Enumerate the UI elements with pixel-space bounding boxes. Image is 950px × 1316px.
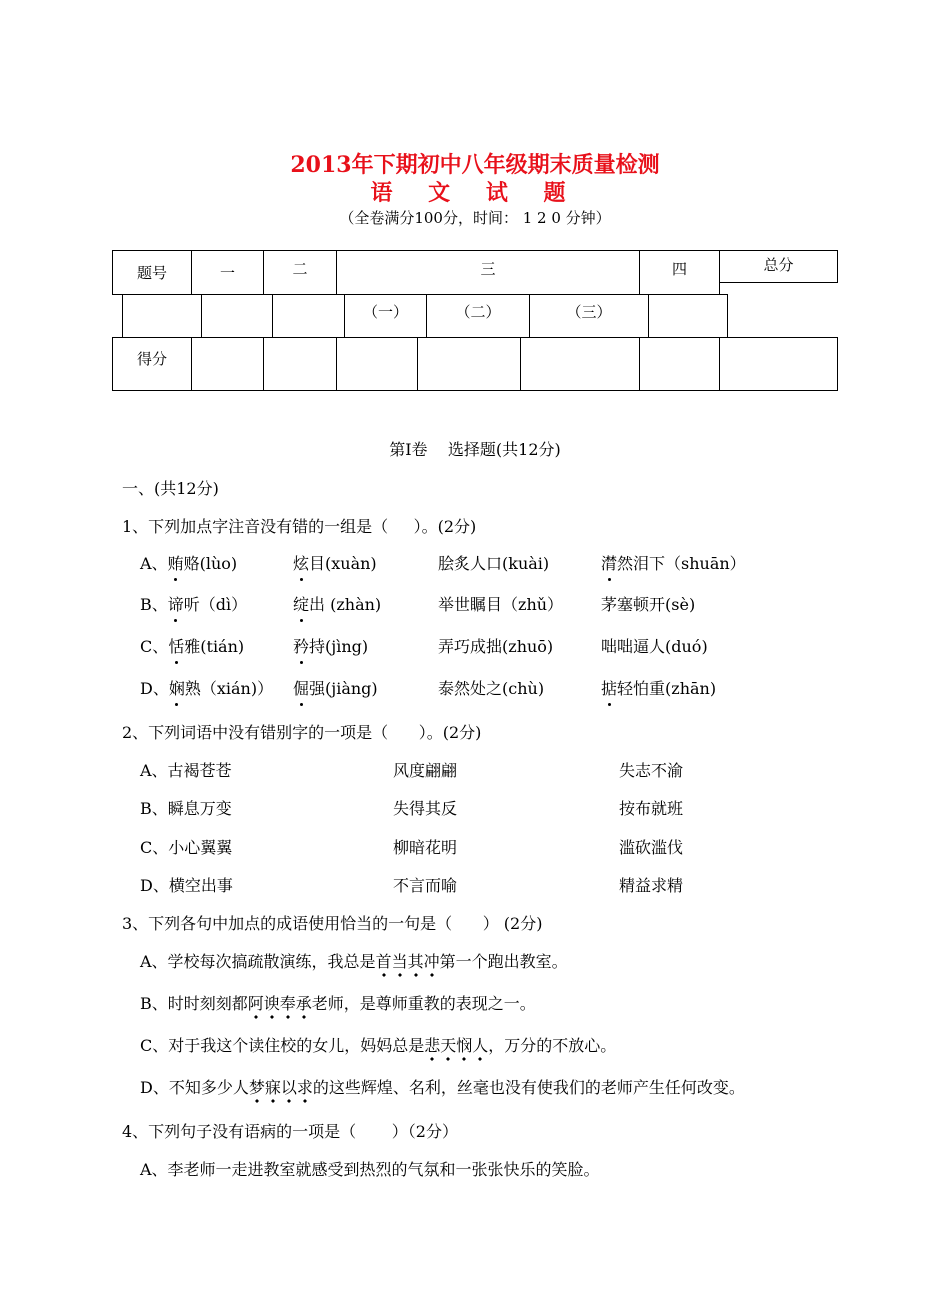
- score-input-cell[interactable]: [336, 337, 418, 391]
- question-2-option-b-1: B、瞬息万变: [140, 799, 232, 818]
- table-header-total: 总分: [719, 250, 838, 283]
- table-cell: [648, 294, 728, 338]
- exam-title: 2013年下期初中八年级期末质量检测: [290, 152, 660, 178]
- exam-note: （全卷满分100分，时间： 1 2 0 分钟）: [339, 209, 611, 227]
- question-2-stem: 2、下列词语中没有错别字的一项是（ ）。(2分): [122, 723, 482, 742]
- table-header-question-no: 题号: [112, 250, 192, 295]
- question-3-option-a: A、学校每次搞疏散演练，我总是首当其冲第一个跑出教室。: [140, 949, 568, 972]
- score-input-cell[interactable]: [719, 337, 838, 391]
- table-score-label: 得分: [112, 337, 192, 391]
- question-2-option-d-2: 不言而喻: [393, 876, 458, 895]
- table-header-part-1: 一: [191, 250, 264, 295]
- dotted-idiom: 阿谀奉承: [248, 994, 312, 1019]
- volume-title: 第Ⅰ卷 选择题(共12分): [389, 440, 561, 459]
- question-2-option-c-2: 柳暗花明: [393, 838, 458, 857]
- question-2-option-a-2: 风度翩翩: [393, 761, 458, 780]
- table-cell: [201, 294, 273, 338]
- table-header-part-4: 四: [639, 250, 720, 295]
- table-cell: [122, 294, 202, 338]
- exam-subject: 语 文 试 题: [370, 180, 580, 206]
- score-input-cell[interactable]: [639, 337, 720, 391]
- question-3-option-d: D、不知多少人梦寐以求的这些辉煌、名利，丝毫也没有使我们的老师产生任何改变。: [140, 1075, 745, 1098]
- question-1-stem: 1、下列加点字注音没有错的一组是（ ）。(2分): [122, 517, 477, 536]
- score-input-cell[interactable]: [191, 337, 264, 391]
- question-4-stem: 4、下列句子没有语病的一项是（ ）（2分）: [122, 1122, 458, 1141]
- question-2-option-a-3: 失志不渝: [619, 761, 684, 780]
- question-3-option-c: C、对于我这个读住校的女儿，妈妈总是悲天悯人，万分的不放心。: [140, 1033, 616, 1056]
- question-3-stem: 3、下列各句中加点的成语使用恰当的一句是（ ） (2分): [122, 914, 543, 933]
- question-2-option-b-2: 失得其反: [393, 799, 458, 818]
- table-subheader-3-3: （三）: [529, 294, 649, 338]
- question-2-option-d-3: 精益求精: [619, 876, 684, 895]
- score-input-cell[interactable]: [417, 337, 521, 391]
- question-2-option-b-3: 按布就班: [619, 799, 684, 818]
- table-header-part-2: 二: [263, 250, 337, 295]
- part-one-title: 一、(共12分): [122, 479, 219, 498]
- dotted-idiom: 梦寐以求: [249, 1078, 313, 1103]
- dotted-idiom: 首当其冲: [376, 952, 440, 977]
- table-subheader-3-1: （一）: [344, 294, 427, 338]
- score-input-cell[interactable]: [520, 337, 640, 391]
- question-3-option-b: B、时时刻刻都阿谀奉承老师，是尊师重教的表现之一。: [140, 991, 536, 1014]
- question-2-option-a-1: A、古褐苍苍: [140, 761, 232, 780]
- score-input-cell[interactable]: [263, 337, 337, 391]
- question-4-option-a: A、李老师一走进教室就感受到热烈的气氛和一张张快乐的笑脸。: [140, 1160, 600, 1179]
- table-cell: [272, 294, 345, 338]
- table-subheader-3-2: （二）: [426, 294, 530, 338]
- dotted-idiom: 悲天悯人: [424, 1036, 488, 1061]
- question-2-option-c-1: C、小心翼翼: [140, 838, 233, 857]
- table-header-part-3: 三: [336, 250, 640, 295]
- question-2-option-d-1: D、横空出事: [140, 876, 233, 895]
- question-2-option-c-3: 滥砍滥伐: [619, 838, 684, 857]
